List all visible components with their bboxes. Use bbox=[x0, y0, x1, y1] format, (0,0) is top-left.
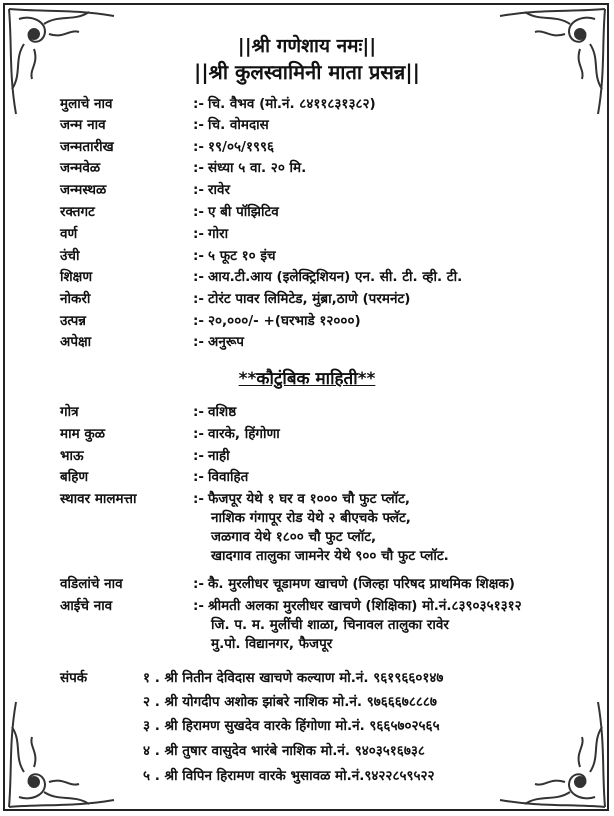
separator: :- bbox=[193, 204, 205, 220]
detail-value: अनुरूप bbox=[208, 334, 244, 350]
detail-label: जन्म नाव bbox=[60, 117, 106, 133]
separator: :- bbox=[193, 291, 205, 307]
separator: :- bbox=[193, 334, 205, 350]
property-label: स्थावर मालमत्ता bbox=[60, 491, 137, 507]
separator: :- bbox=[193, 426, 205, 442]
separator: :- bbox=[193, 117, 205, 133]
mother-line: मु.पो. विद्यानगर, फैजपूर bbox=[211, 636, 333, 652]
detail-label: नोकरी bbox=[60, 291, 91, 307]
property-line: फैजपूर येथे १ घर व १००० चौ फुट प्लॉट, bbox=[208, 491, 411, 507]
mother-line: जि. प. म. मुलींची शाळा, चिनावल तालुका रावेर bbox=[211, 617, 449, 633]
contact-item: ३ . श्री हिरामण सुखदेव वारके हिंगोणा मो.नं. ९६६५७०२५६५ bbox=[143, 718, 440, 734]
detail-label: जन्मस्थळ bbox=[60, 182, 107, 198]
separator: :- bbox=[193, 139, 205, 155]
detail-value: रावेर bbox=[208, 182, 231, 198]
separator: :- bbox=[193, 404, 205, 420]
detail-value: संध्या ५ वा. २० मि. bbox=[208, 160, 307, 176]
contact-item: १ . श्री नितीन देविदास खाचणे कल्याण मो.नं. ९६१९६६०१४७ bbox=[143, 670, 444, 686]
contact-item: २ . श्री योगदीप अशोक झांबरे नाशिक मो.नं. ९७६६६७८८८७ bbox=[143, 694, 437, 710]
family-value: विवाहित bbox=[208, 469, 249, 485]
family-label: माम कुळ bbox=[60, 426, 105, 442]
separator: :- bbox=[193, 182, 205, 198]
family-value: वशिष्ठ bbox=[208, 404, 237, 420]
family-value: वारके, हिंगोणा bbox=[208, 426, 280, 442]
separator: :- bbox=[193, 598, 205, 614]
invocation-line-2: ||श्री कुलस्वामिनी माता प्रसन्न|| bbox=[194, 60, 420, 84]
detail-label: उत्पन्न bbox=[60, 313, 87, 329]
invocation-line-1: ||श्री गणेशाय नमः|| bbox=[237, 35, 377, 57]
detail-value: चि. वोमदास bbox=[208, 117, 269, 133]
contact-item: ४ . श्री तुषार वासुदेव भारंबे नाशिक मो.नं. ९४०३५१६७३८ bbox=[143, 743, 425, 759]
separator: :- bbox=[193, 160, 205, 176]
property-line: नाशिक गंगापूर रोड येथे २ बीएचके फ्लॅट, bbox=[211, 510, 411, 526]
separator: :- bbox=[193, 491, 205, 507]
father-value: कै. मुरलीधर चूडामण खाचणे (जिल्हा परिषद प्राथमिक शिक्षक) bbox=[208, 576, 515, 592]
detail-label: जन्मतारीख bbox=[60, 139, 114, 155]
detail-label: रक्तगट bbox=[60, 204, 95, 220]
section-title: **कौटुंबिक माहिती** bbox=[238, 369, 376, 389]
separator: :- bbox=[193, 469, 205, 485]
corner-ornament-bottom-left bbox=[4, 692, 124, 812]
mother-line: श्रीमती अलका मुरलीधर खाचणे (शिक्षिका) मो.नं.८३९०३५१३१२ bbox=[208, 598, 522, 614]
detail-value: टोरंट पावर लिमिटेड, मुंब्रा,ठाणे (परमनंट) bbox=[208, 291, 411, 307]
property-line: जळगाव येथे १८०० चौ फुट प्लॉट, bbox=[211, 529, 377, 545]
separator: :- bbox=[193, 226, 205, 242]
detail-value: चि. वैभव (मो.नं. ८४११८३१३८२) bbox=[208, 96, 376, 112]
contacts-label: संपर्क bbox=[60, 670, 88, 686]
family-label: बहिण bbox=[60, 469, 89, 485]
detail-value: १९/०५/१९९६ bbox=[208, 139, 275, 155]
detail-label: अपेक्षा bbox=[60, 334, 92, 350]
detail-value: गोरा bbox=[208, 226, 229, 242]
detail-value: ए बी पॉझिटिव bbox=[208, 204, 279, 220]
detail-label: वर्ण bbox=[60, 226, 78, 242]
contact-item: ५ . श्री विपिन हिरामण वारके भुसावळ मो.नं.९४२२८५९५२२ bbox=[143, 768, 435, 784]
father-label: वडिलांचे नाव bbox=[60, 576, 123, 592]
separator: :- bbox=[193, 269, 205, 285]
detail-value: २०,०००/- +(घरभाडे १२०००) bbox=[208, 313, 361, 329]
mother-label: आईचे नाव bbox=[60, 598, 113, 614]
detail-label: मुलाचे नाव bbox=[60, 96, 113, 112]
detail-value: ५ फूट १० इंच bbox=[208, 248, 276, 264]
separator: :- bbox=[193, 448, 205, 464]
separator: :- bbox=[193, 576, 205, 592]
detail-value: आय.टी.आय (इलेक्ट्रिशियन) एन. सी. टी. व्ही. टी. bbox=[208, 269, 463, 285]
detail-label: शिक्षण bbox=[60, 269, 93, 285]
property-line: खादगाव तालुका जामनेर येथे ९०० चौ फुट प्लॉट. bbox=[211, 548, 449, 564]
separator: :- bbox=[193, 248, 205, 264]
detail-label: जन्मवेळ bbox=[60, 160, 101, 176]
separator: :- bbox=[193, 96, 205, 112]
family-value: नाही bbox=[208, 448, 230, 464]
detail-label: उंची bbox=[60, 248, 80, 264]
family-label: भाऊ bbox=[60, 448, 84, 464]
family-label: गोत्र bbox=[60, 404, 79, 420]
separator: :- bbox=[193, 313, 205, 329]
